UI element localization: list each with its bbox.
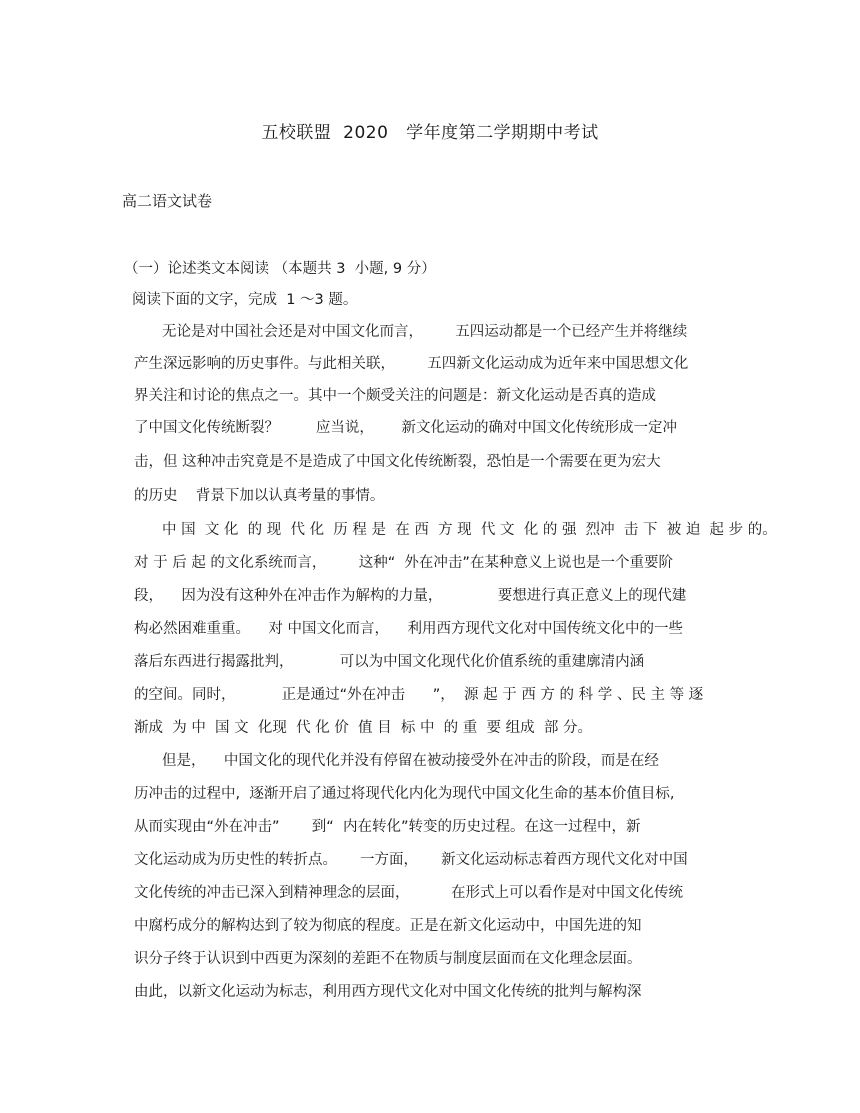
paragraph-line: 历冲击的过程中, 逐渐开启了通过将现代化内化为现代中国文化生命的基本价值目标,	[134, 786, 675, 802]
paragraph-line: 识分子终于认识到中西更为深刻的差距不在物质与制度层面而在文化理念层面。	[134, 951, 642, 967]
paragraph-line: 了中国文化传统断裂？ 应当说， 新文化运动的确对中国文化传统形成一定冲	[134, 420, 678, 436]
paragraph-line: 中腐朽成分的解构达到了较为彻底的程度。正是在新文化运动中，中国先进的知	[134, 918, 642, 934]
paragraph-line: 落后东西进行揭露批判， 可以为中国文化现代化价值系统的重建廓清内涵	[134, 654, 645, 670]
paragraph-line: 产生深远影响的历史事件。与此相关联， 五四新文化运动成为近年来中国思想文化	[134, 356, 689, 372]
paragraph-line: 的空间。同时， 正是通过“外在冲击 ”， 源 起 于 西 方 的 科 学 、民 主 等 逐	[134, 687, 704, 703]
paragraph-line: 从而实现由“外在冲击” 到“ 内在转化”转变的历史过程。在这一过程中，新	[134, 819, 641, 835]
paragraph-line: 界关注和讨论的焦点之一。其中一个颇受关注的问题是：新文化运动是否真的造成	[134, 388, 656, 404]
section-instruction: 阅读下面的文字，完成 1 ～3 题。	[132, 292, 358, 308]
section-heading: （一）论述类文本阅读 （本题共 3 小题, 9 分）	[124, 261, 436, 277]
exam-subtitle: 高二语文试卷	[122, 192, 213, 210]
paragraph-line: 的历史 背景下加以认真考量的事情。	[134, 488, 385, 504]
exam-title: 五校联盟 2020 学年度第二学期期中考试	[261, 123, 599, 143]
paragraph-line: 由此，以新文化运动为标志，利用西方现代文化对中国文化传统的批判与解构深	[134, 984, 642, 1000]
paragraph-line: 击，但 这种冲击究竟是不是造成了中国文化传统断裂，恐怕是一个需要在更为宏大	[134, 454, 661, 470]
paragraph-line: 中 国 文 化 的 现 代 化 历 程 是 在 西 方 现 代 文 化 的 强 烈冲 击 下 被 迫 起 步 的。	[162, 522, 777, 538]
paragraph-line: 渐成 为 中 国 文 化现 代 化 价 值 目 标 中 的 重 要 组成 部 分。	[134, 720, 592, 736]
paragraph-line: 对 于 后 起 的文化系统而言， 这种“ 外在冲击”在某种意义上说也是一个重要阶	[134, 555, 673, 571]
paragraph-line: 文化传统的冲击已深入到精神理念的层面， 在形式上可以看作是对中国文化传统	[134, 885, 683, 901]
paragraph-line: 但是， 中国文化的现代化并没有停留在被动接受外在冲击的阶段，而是在经	[162, 753, 659, 769]
paragraph-line: 无论是对中国社会还是对中国文化而言， 五四运动都是一个已经产生并将继续	[162, 324, 688, 340]
paragraph-line: 段， 因为没有这种外在冲击作为解构的力量， 要想进行真正意义上的现代建	[134, 588, 687, 604]
paragraph-line: 构必然困难重重。 对 中国文化而言， 利用西方现代文化对中国传统文化中的一些	[134, 621, 683, 637]
paragraph-line: 文化运动成为历史性的转折点。 一方面， 新文化运动标志着西方现代文化对中国	[134, 852, 688, 868]
